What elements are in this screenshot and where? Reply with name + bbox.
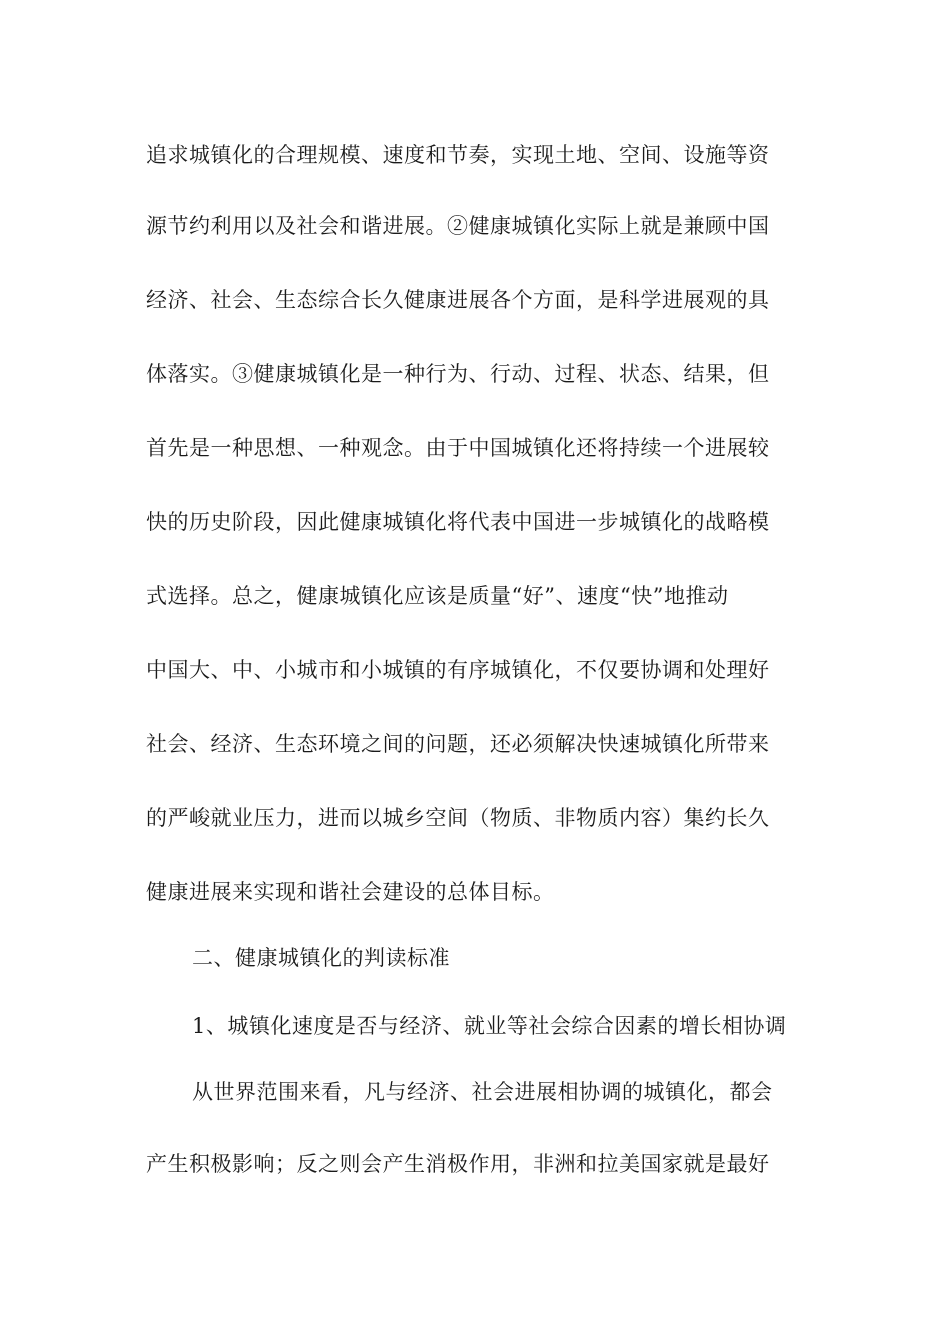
- body-text-line: 的严峻就业压力，进而以城乡空间（物质、非物质内容）集约长久: [146, 806, 770, 830]
- body-text-line: 健康进展来实现和谐社会建设的总体目标。: [146, 880, 555, 904]
- subheading: 1、城镇化速度是否与经济、就业等社会综合因素的增长相协调: [192, 1014, 787, 1038]
- body-text-line: 从世界范围来看，凡与经济、社会进展相协调的城镇化，都会: [192, 1080, 773, 1104]
- body-text-line: 产生积极影响；反之则会产生消极作用，非洲和拉美国家就是最好: [146, 1152, 770, 1176]
- section-heading: 二、健康城镇化的判读标准: [192, 946, 450, 970]
- body-text-line: 式选择。总之，健康城镇化应该是质量“好”、速度“快”地推动: [146, 584, 729, 608]
- body-text-line: 快的历史阶段，因此健康城镇化将代表中国进一步城镇化的战略模: [146, 510, 770, 534]
- body-text-line: 经济、社会、生态综合长久健康进展各个方面，是科学进展观的具: [146, 288, 770, 312]
- body-text-line: 中国大、中、小城市和小城镇的有序城镇化，不仅要协调和处理好: [146, 658, 770, 682]
- body-text-line: 首先是一种思想、一种观念。由于中国城镇化还将持续一个进展较: [146, 436, 770, 460]
- body-text-line: 体落实。③健康城镇化是一种行为、行动、过程、状态、结果，但: [146, 362, 770, 386]
- body-text-line: 追求城镇化的合理规模、速度和节奏，实现土地、空间、设施等资: [146, 143, 770, 167]
- body-text-line: 社会、经济、生态环境之间的问题，还必须解决快速城镇化所带来: [146, 732, 770, 756]
- body-text-line: 源节约利用以及社会和谐进展。②健康城镇化实际上就是兼顾中国: [146, 214, 770, 238]
